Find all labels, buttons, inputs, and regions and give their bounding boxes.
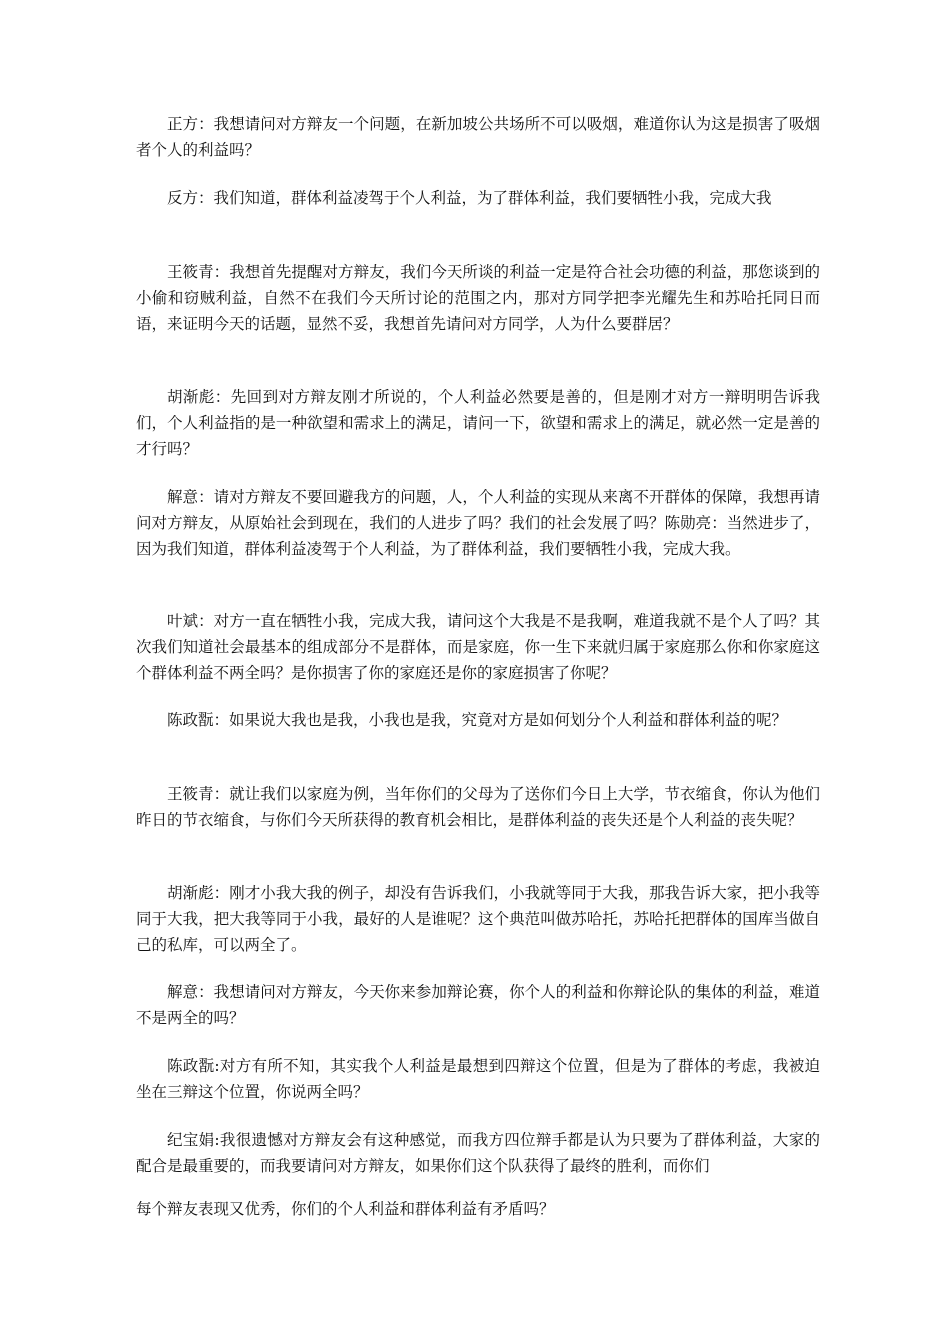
paragraph-11: 陈政翫:对方有所不知，其实我个人利益是最想到四辩这个位置，但是为了群体的考虑，我被迫坐在三辩这个位置，你说两全吗？	[136, 1057, 820, 1101]
paragraph-2: 反方：我们知道，群体利益凌驾于个人利益，为了群体利益，我们要牺牲小我，完成大我	[167, 189, 772, 207]
paragraph-5: 解意：请对方辩友不要回避我方的问题，人，个人利益的实现从来离不开群体的保障，我想再请问对方辩友，从原始社会到现在，我们的人进步了吗？我们的社会发展了吗？陈勋亮：当然进步了，因为我们知道，群体利益凌驾于个人利益，为了群体利益，我们要牺牲小我，完成大我。	[136, 488, 820, 558]
paragraph-4: 胡渐彪：先回到对方辩友刚才所说的，个人利益必然要是善的，但是刚才对方一辩明明告诉我们，个人利益指的是一种欲望和需求上的满足，请问一下，欲望和需求上的满足，就必然一定是善的才行吗？	[136, 388, 820, 458]
paragraph-13: 每个辩友表现又优秀，你们的个人利益和群体利益有矛盾吗？	[136, 1200, 555, 1218]
paragraph-3: 王筱青：我想首先提醒对方辩友，我们今天所谈的利益一定是符合社会功德的利益，那您谈到的小偷和窃贼利益，自然不在我们今天所讨论的范围之内，那对方同学把李光耀先生和苏哈托同日而语，来证明今天的话题，显然不妥，我想首先请问对方同学，人为什么要群居？	[136, 263, 820, 333]
paragraph-1: 正方：我想请问对方辩友一个问题，在新加坡公共场所不可以吸烟，难道你认为这是损害了吸烟者个人的利益吗？	[136, 115, 820, 159]
paragraph-9: 胡渐彪：刚才小我大我的例子，却没有告诉我们，小我就等同于大我，那我告诉大家，把小我等同于大我，把大我等同于小我，最好的人是谁呢？这个典范叫做苏哈托，苏哈托把群体的国库当做自己的私库，可以两全了。	[136, 884, 820, 954]
paragraph-7: 陈政翫：如果说大我也是我，小我也是我，究竟对方是如何划分个人利益和群体利益的呢？	[167, 711, 788, 729]
paragraph-8: 王筱青：就让我们以家庭为例，当年你们的父母为了送你们今日上大学，节衣缩食，你认为他们昨日的节衣缩食，与你们今天所获得的教育机会相比，是群体利益的丧失还是个人利益的丧失呢？	[136, 785, 820, 829]
paragraph-12: 纪宝娟:我很遗憾对方辩友会有这种感觉，而我方四位辩手都是认为只要为了群体利益，大家的配合是最重要的，而我要请问对方辩友，如果你们这个队获得了最终的胜利，而你们	[136, 1131, 820, 1175]
paragraph-10: 解意：我想请问对方辩友，今天你来参加辩论赛，你个人的利益和你辩论队的集体的利益，难道不是两全的吗？	[136, 983, 820, 1027]
paragraph-6: 叶斌：对方一直在牺牲小我，完成大我，请问这个大我是不是我啊，难道我就不是个人了吗？其次我们知道社会最基本的组成部分不是群体，而是家庭，你一生下来就归属于家庭那么你和你家庭这个群体利益不两全吗？是你损害了你的家庭还是你的家庭损害了你呢？	[136, 612, 820, 682]
